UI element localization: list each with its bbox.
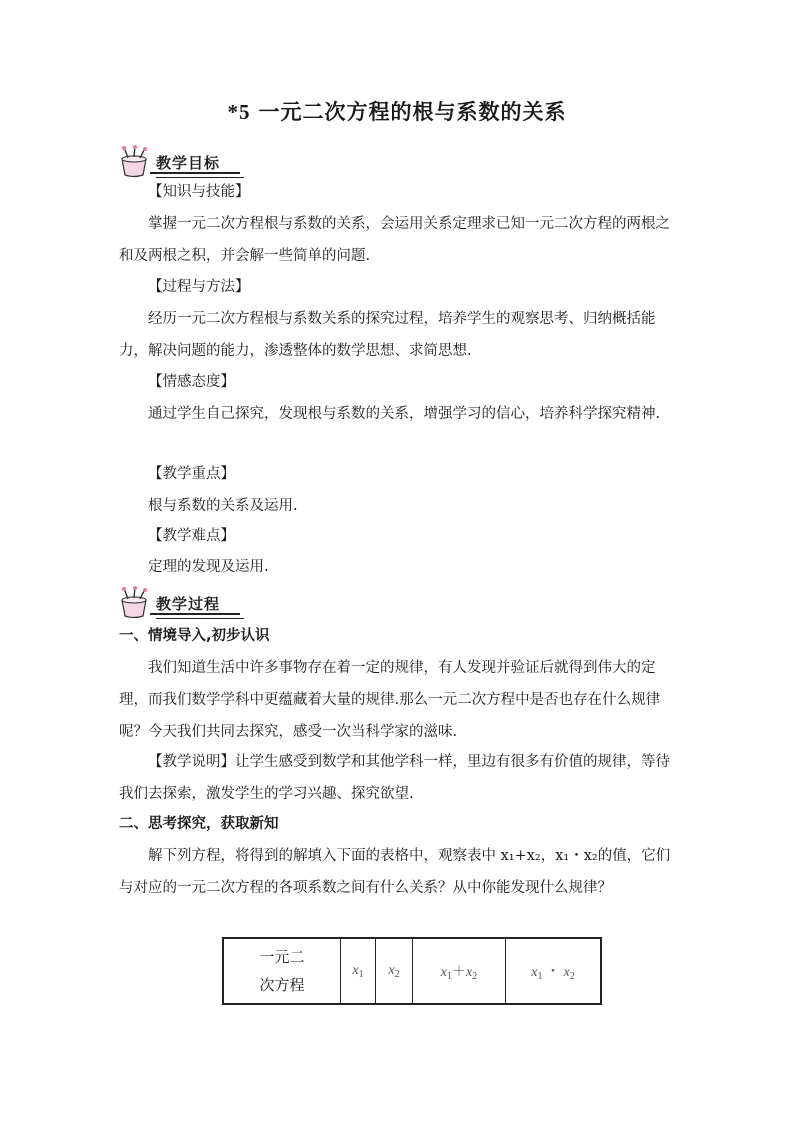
roots-table bbox=[222, 937, 602, 1005]
section-badge-goals bbox=[116, 145, 240, 179]
goal-text-knowledge: 掌握一元二次方程根与系数的关系，会运用关系定理求已知一元二次方程的两根之和及两根之积，并会解一些简单的问题. bbox=[119, 216, 670, 264]
part2-paragraph: 解下列方程，将得到的解填入下面的表格中，观察表中 x₁+x₂，x₁・x₂的值，它们与对应的一元二次方程的各项系数之间有什么关系？从中你能发现什么规律？ bbox=[119, 848, 671, 896]
heading-part2: 二、思考探究，获取新知 bbox=[119, 816, 279, 832]
goal-label-attitude: 【情感态度】 bbox=[148, 374, 235, 390]
header-equation bbox=[223, 938, 341, 1004]
header-x2: $x_2$ bbox=[376, 938, 413, 1004]
underline bbox=[150, 613, 240, 615]
goal-text-difficulty: 定理的发现及运用. bbox=[148, 559, 269, 575]
header-line: 次方程 bbox=[259, 976, 305, 994]
header-x1: $x_1$ bbox=[341, 938, 376, 1004]
header-line: 一元二 bbox=[259, 948, 305, 966]
title-text: 一元二次方程的根与系数的关系 bbox=[258, 100, 567, 124]
section-label: 教学目标 bbox=[156, 154, 221, 172]
table-row bbox=[223, 938, 601, 1004]
section-badge-process bbox=[116, 586, 240, 620]
underline bbox=[150, 172, 240, 174]
goal-text-attitude: 通过学生自己探究，发现根与系数的关系，增强学习的信心，培养科学探究精神. bbox=[148, 406, 661, 422]
goal-label-process: 【过程与方法】 bbox=[148, 279, 250, 295]
part1-teaching-note: 【教学说明】让学生感受到数学和其他学科一样，里边有很多有价值的规律，等待我们去探索，激发学生的学习兴趣、探究欲望. bbox=[119, 754, 670, 802]
header-sum: $x_1+x_2$ bbox=[413, 938, 506, 1004]
goal-label-focus: 【教学重点】 bbox=[148, 466, 235, 482]
goal-text-process: 经历一元二次方程根与系数关系的探究过程，培养学生的观察思考、归纳概括能力，解决问题的能力，渗透整体的数学思想、求简思想. bbox=[119, 311, 656, 359]
page-title bbox=[0, 96, 794, 126]
section-label: 教学过程 bbox=[156, 595, 221, 613]
goal-label-difficulty: 【教学难点】 bbox=[148, 528, 235, 544]
part1-paragraph: 我们知道生活中许多事物存在着一定的规律，有人发现并验证后就得到伟大的定理，而我们数学学科中更蕴藏着大量的规律.那么一元二次方程中是否也存在什么规律呢？今天我们共同去探究，感受一次当科学家的滋味. bbox=[119, 660, 661, 740]
goal-text-focus: 根与系数的关系及运用. bbox=[148, 498, 298, 514]
section-number: *5 bbox=[227, 100, 251, 124]
header-product: $x_1$ ・ $x_2$ bbox=[506, 938, 602, 1004]
underline bbox=[156, 618, 244, 619]
heading-part1: 一、情境导入,初步认识 bbox=[119, 628, 270, 644]
goal-label-knowledge: 【知识与技能】 bbox=[148, 184, 250, 200]
